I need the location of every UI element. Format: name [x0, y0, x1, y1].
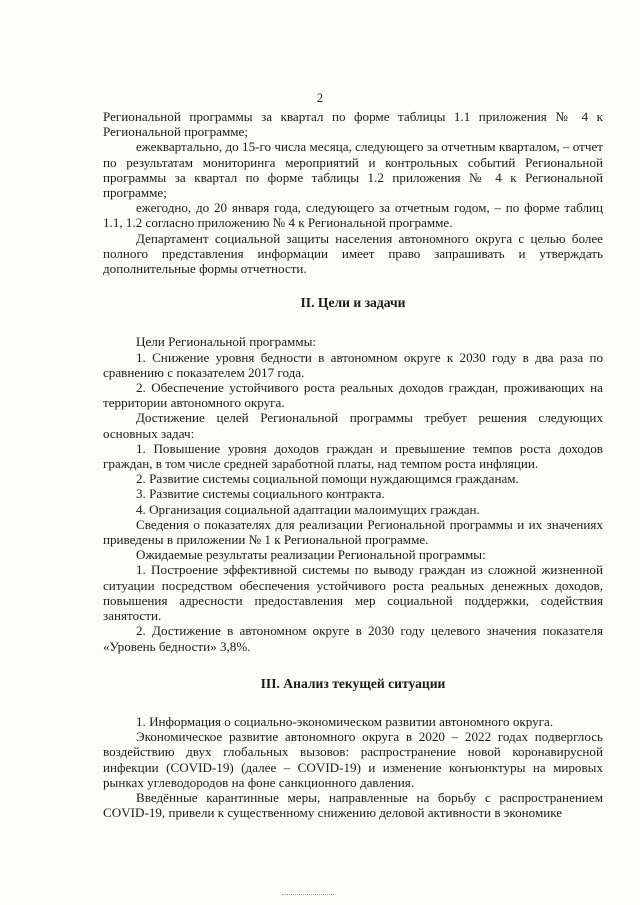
paragraph: Достижение целей Региональной программы требует решения следующих основных задач: [103, 410, 603, 441]
section-heading: II. Цели и задачи [300, 295, 406, 311]
list-item: 4. Организация социальной адаптации малоимущих граждан. [136, 501, 480, 517]
list-item: 2. Обеспечение устойчивого роста реальных доходов граждан, проживающих на территории автономного округа. [103, 380, 603, 411]
paragraph: ежеквартально, до 15-го числа месяца, следующего за отчетным кварталом, – отчет по результатам мониторинга мероприятий и контрольных событий Региональной программы за квартал по форме таблицы 1.2 приложения № 4 к Региональной программе; [103, 139, 603, 201]
document-body [103, 109, 603, 820]
page-number: 2 [316, 91, 324, 105]
paragraph: Экономическое развитие автономного округа в 2020 – 2022 годах подверглось воздействию двух глобальных вызовов: распространение новой коронавирусной инфекции (COVID-19) (далее – COVID-19) и изменение конъюнктуры на мировых рынках углеводородов на фоне санкционного давления. [103, 729, 603, 790]
paragraph: Ожидаемые результаты реализации Региональной программы: [136, 547, 486, 563]
paragraph: Введённые карантинные меры, направленные на борьбу с распространением COVID-19, привели к существенному снижению деловой активности в экономике [103, 789, 603, 821]
list-item: 2. Достижение в автономном округе в 2030 году целевого значения показателя «Уровень бедности» 3,8%. [103, 623, 603, 654]
paragraph: ежегодно, до 20 января года, следующего за отчетным годом, – по форме таблиц 1.1, 1.2 согласно приложению № 4 к Региональной программе. [103, 200, 603, 231]
list-item: 1. Построение эффективной системы по выводу граждан из сложной жизненной ситуации посредством обеспечения устойчивого роста реальных денежных доходов, повышения адресности предоставления мер социальной поддержки, содействия занятости. [103, 562, 603, 624]
section-heading: III. Анализ текущей ситуации [260, 675, 446, 691]
page-bottom-divider [282, 894, 334, 896]
list-item: 3. Развитие системы социального контракта. [136, 486, 385, 502]
paragraph: 1. Информация о социально-экономическом развитии автономного округа. [136, 713, 554, 729]
paragraph: Цели Региональной программы: [136, 334, 317, 350]
list-item: 2. Развитие системы социальной помощи нуждающимся гражданам. [136, 471, 519, 487]
paragraph: Департамент социальной защиты населения автономного округа с целью более полного представления информации имеет право запрашивать и утверждать дополнительные формы отчетности. [103, 230, 603, 277]
paragraph: Региональной программы за квартал по форме таблицы 1.1 приложения № 4 к Региональной программе; [103, 109, 603, 140]
list-item: 1. Повышение уровня доходов граждан и превышение темпов роста доходов граждан, в том числе средней заработной платы, над темпом роста инфляции. [103, 440, 603, 472]
list-item: 1. Снижение уровня бедности в автономном округе к 2030 году в два раза по сравнению с показателем 2017 года. [103, 349, 603, 380]
paragraph: Сведения о показателях для реализации Региональной программы и их значениях приведены в приложении № 1 к Региональной программе. [103, 516, 603, 548]
